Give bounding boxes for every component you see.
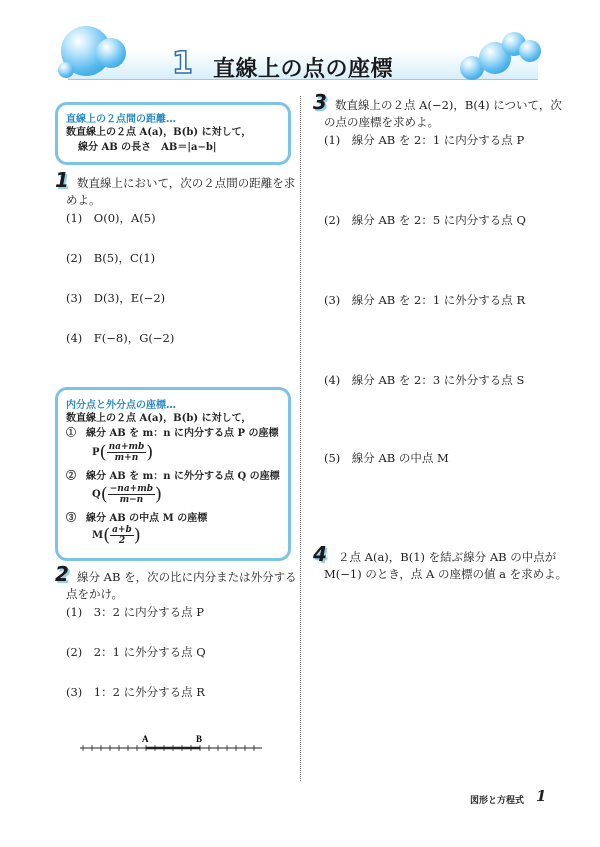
question-4-number: 4	[313, 542, 327, 566]
formula-midpoint-label: M	[92, 530, 104, 541]
question-1-item-4: (4) F(−8)，G(−2)	[66, 331, 175, 345]
formula-internal-fraction	[107, 442, 147, 463]
question-1-text-line1: 数直線上において，次の２点間の距離を求	[77, 176, 296, 190]
formula-external-denominator: m−n	[119, 495, 144, 505]
formula-internal-label: P	[92, 447, 100, 458]
paren-open: (	[100, 484, 108, 505]
paren-open: (	[99, 442, 107, 463]
question-1-item-2: (2) B(5)，C(1)	[66, 251, 156, 265]
column-divider	[300, 96, 301, 781]
section-number: 1	[172, 46, 193, 81]
formula-box-external-item: ② 線分 AB を m：n に外分する点 Q の座標	[66, 471, 280, 482]
formula-box-internal-item: ① 線分 AB を m：n に内分する点 P の座標	[66, 428, 279, 439]
question-2-text-line2: 点をかけ。	[66, 587, 124, 601]
paren-close: )	[146, 442, 154, 463]
formula-box-distance-line2: 線分 AB の長さ AB＝|a−b|	[78, 142, 217, 153]
question-1-number: 1	[55, 168, 69, 192]
question-2-item-1: (1) 3：2 に内分する点 P	[66, 605, 204, 619]
paren-close: )	[133, 525, 141, 546]
formula-external-fraction	[108, 484, 155, 505]
formula-internal-denominator: m+n	[114, 453, 139, 463]
question-4-text-line2: M(−1) のとき，点 A の座標の値 a を求めよ。	[324, 567, 568, 581]
bubble-decoration-right-4	[519, 40, 541, 62]
formula-external-numerator: −na+mb	[109, 484, 154, 494]
formula-midpoint-numerator: a+b	[112, 525, 132, 535]
question-2-text-line1: 線分 AB を，次の比に内分または外分する	[77, 570, 297, 584]
question-2-number: 2	[55, 562, 69, 586]
formula-box-division-title: 内分点と外分点の座標…	[66, 400, 176, 411]
question-3-item-1: (1) 線分 AB を 2：1 に内分する点 P	[324, 133, 525, 147]
page-title: 直線上の点の座標	[213, 57, 394, 82]
question-1-text-line2: めよ。	[66, 193, 101, 207]
question-2-item-2: (2) 2：1 に外分する点 Q	[66, 645, 206, 659]
point-b-label: B	[196, 734, 203, 744]
number-line	[76, 730, 266, 760]
formula-midpoint-fraction	[110, 525, 134, 546]
question-3-number: 3	[313, 90, 327, 114]
formula-external-point	[92, 484, 162, 505]
question-3-item-2: (2) 線分 AB を 2：5 に内分する点 Q	[324, 213, 526, 227]
question-4-text-line1: ２点 A(a)，B(1) を結ぶ線分 AB の中点が	[338, 550, 557, 564]
formula-box-distance-line1: 数直線上の２点 A(a)，B(b) に対して，	[66, 127, 252, 138]
footer-chapter-label: 図形と方程式	[470, 796, 525, 806]
question-3-text-line2: の点の座標を求めよ。	[324, 115, 439, 129]
formula-midpoint	[92, 525, 141, 546]
footer-page-number: 1	[536, 787, 547, 805]
question-1-item-3: (3) D(3)，E(−2)	[66, 291, 166, 305]
question-2-item-3: (3) 1：2 に外分する点 R	[66, 685, 205, 699]
paren-close: )	[155, 484, 163, 505]
formula-internal-numerator: na+mb	[108, 442, 145, 452]
formula-internal-point	[92, 442, 153, 463]
formula-box-midpoint-item: ③ 線分 AB の中点 M の座標	[66, 513, 208, 524]
question-3-item-4: (4) 線分 AB を 2：3 に外分する点 S	[324, 373, 525, 387]
formula-box-division-intro: 数直線上の２点 A(a)，B(b) に対して，	[66, 413, 252, 424]
formula-external-label: Q	[92, 489, 101, 500]
formula-box-distance-title: 直線上の２点間の距離…	[66, 114, 176, 125]
bubble-decoration-left-small	[96, 38, 126, 68]
question-3-item-5: (5) 線分 AB の中点 M	[324, 451, 449, 465]
bubble-decoration-left-tiny	[58, 62, 74, 78]
question-1-item-1: (1) O(0)，A(5)	[66, 211, 156, 225]
paren-open: (	[103, 525, 111, 546]
formula-midpoint-denominator: 2	[118, 536, 126, 546]
question-3-item-3: (3) 線分 AB を 2：1 に外分する点 R	[324, 293, 526, 307]
question-3-text-line1: 数直線上の２点 A(−2)，B(4) について，次	[335, 98, 562, 112]
point-a-label: A	[142, 734, 149, 744]
